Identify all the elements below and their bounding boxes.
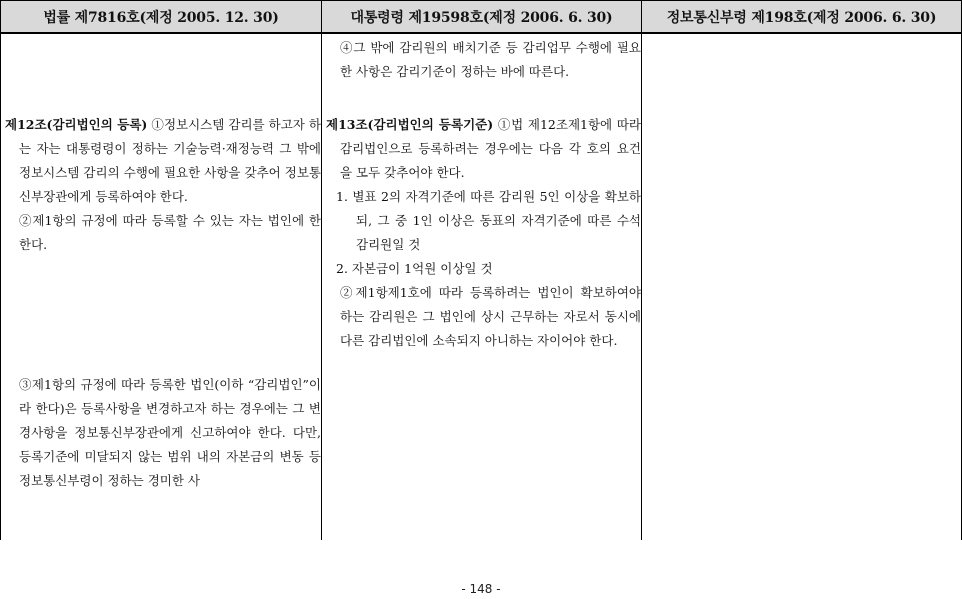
- decree-art13-p1-text: ①법 제12조제1항에 따라 감리법인으로 등록하려는 경우에는 다음 각 호의 요건을 모두 갖추어야 한다.: [340, 117, 641, 180]
- header-ministry: 정보통신부령 제198호(제정 2006. 6. 30): [642, 1, 962, 34]
- decree-art13-title: 제13조(감리법인의 등록기준): [326, 117, 494, 132]
- law-art12-para2: ②제1항의 규정에 따라 등록할 수 있는 자는 법인에 한한다.: [19, 213, 321, 252]
- law-art12-p1-text: ①정보시스템 감리를 하고자 하는 자는 대통령령이 정하는 기술능력·재정능력 그 밖에 정보시스템 감리의 수행에 필요한 사항을 갖추어 정보통신부장관에게 등록하여야 한다.: [19, 117, 321, 204]
- law-art12-para1: [1, 113, 321, 209]
- law-art12-para3: ③제1항의 규정에 따라 등록한 법인(이하 “감리법인”이라 한다)은 등록사항을 변경하고자 하는 경우에는 그 변경사항을 정보통신부장관에게 신고하여야 한다. 다만, 등록기준에 미달되지 않는 범위 내의 자본금의 변동 등 정보통신부령이 정하는 경미한 사: [19, 377, 321, 488]
- decree-prev-para4: ④그 밖에 감리원의 배치기준 등 감리업무 수행에 필요한 사항은 감리기준이 정하는 바에 따른다.: [340, 40, 641, 79]
- header-decree: 대통령령 제19598호(제정 2006. 6. 30): [322, 1, 642, 34]
- decree-art13-item2: 2. 자본금이 1억원 이상일 것: [336, 261, 493, 276]
- decree-article-13: [322, 113, 641, 353]
- decree-column: [322, 33, 642, 540]
- ministry-column: [642, 33, 962, 540]
- table-body-row: [1, 33, 962, 540]
- law-article-12-para3-block: [1, 373, 321, 493]
- header-law: 법률 제7816호(제정 2005. 12. 30): [1, 1, 322, 34]
- law-column: [1, 33, 322, 540]
- page-number: - 148 -: [461, 582, 501, 596]
- law-art12-title: 제12조(감리법인의 등록): [5, 117, 148, 132]
- decree-art13-para1: [322, 113, 641, 185]
- decree-art13-para2: ②제1항제1호에 따라 등록하려는 법인이 확보하여야 하는 감리원은 그 법인에 상시 근무하는 자로서 동시에 다른 감리법인에 소속되지 아니하는 자이어야 한다.: [340, 285, 641, 348]
- decree-art13-item1: 1. 별표 2의 자격기준에 따른 감리원 5인 이상을 확보하되, 그 중 1인 이상은 동표의 자격기준에 따른 수석감리원일 것: [336, 189, 641, 252]
- law-article-12: [1, 113, 321, 257]
- table-header-row: [1, 1, 962, 34]
- decree-prev-article: [322, 36, 641, 84]
